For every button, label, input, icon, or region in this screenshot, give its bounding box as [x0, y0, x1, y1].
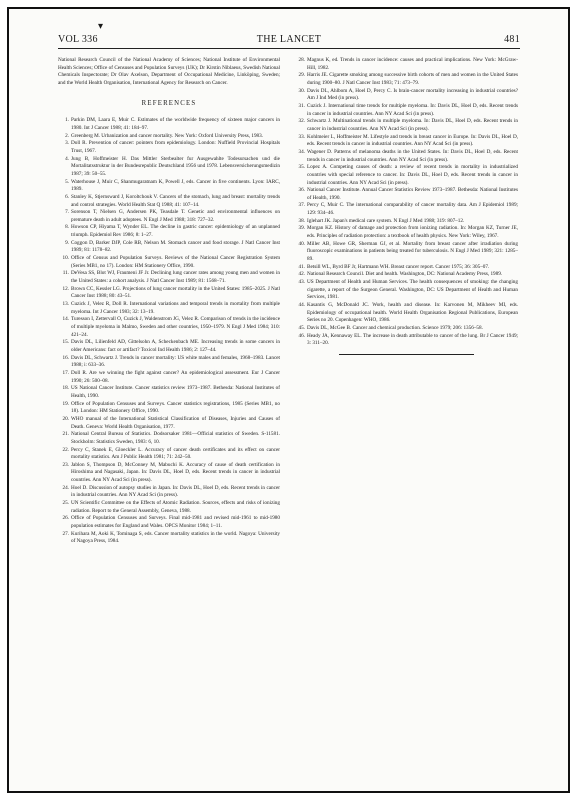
- reference-number: 28.: [298, 57, 305, 63]
- reference-text: Greenberg M. Urbanization and cancer mortality. New York: Oxford University Press, 1983.: [71, 132, 264, 139]
- reference-text: UN Scientific Committee on the Effects of Atomic Radiation. Sources, effects and risks of ionizing radiation. Report to the General Assembly, Geneva, 1988.: [71, 500, 280, 514]
- reference-text: Iglehart JK. Japan's medical care system. N Engl J Med 1988; 319: 807–12.: [307, 217, 465, 224]
- reference-text: DeVesa SS, Blot WJ, Fraumeni JF Jr. Declining lung cancer rates among young men and women in the United States: a cohort analysis. J Natl Cancer Inst 1989; 81: 1568–71.: [71, 270, 280, 285]
- reference-item: [58, 179, 280, 194]
- bullet-mark: ▾: [98, 21, 104, 32]
- reference-item: [58, 339, 280, 354]
- reference-text: Percy C, Stanek E, Gloeckler L. Accuracy of cancer death certificates and its effect on cancer mortality statistics. Am J Public Health 1981; 71: 242–50.: [71, 446, 280, 461]
- reference-number: 18.: [62, 385, 69, 392]
- reference-text: Kasantis G, McDonald JC. Work, health and disease. In: Karvonen M, Mikheev MI, eds. Epidemiology of occupational health. World Health Organisation Regional Publications, European Series no 20. Copenhagen: WHO, 1986.: [307, 302, 518, 324]
- reference-item: [58, 194, 280, 209]
- reference-text: Office of Population Censuses and Surveys. Final mid-1981 and revised mid-1961 to mid-1980 population estimates for England and Wales. OPCS Monitor 1984; 1–11.: [71, 515, 280, 530]
- reference-item: [294, 103, 518, 118]
- reference-text: US Department of Health and Human Services. The health consequences of smoking: the changing cigarette, a report of the Surgeon General. Washington, DC: US Department of Health and Human Services, 1981.: [307, 279, 518, 301]
- reference-number: 7.: [65, 209, 69, 216]
- left-column: [58, 57, 280, 546]
- reference-number: 29.: [298, 72, 305, 79]
- reference-text: Hoel D. Discussion of autopsy studies in Japan. In: Davis DL, Hoel D, eds. Recent trends in cancer in industrial countries. Ann NY Acad Sci (in press).: [71, 484, 280, 499]
- reference-item: [294, 202, 518, 217]
- reference-number: 16.: [62, 354, 69, 361]
- reference-number: 45.: [298, 324, 305, 331]
- reference-number: 42.: [298, 271, 305, 278]
- reference-number: 35.: [298, 164, 305, 171]
- reference-number: 17.: [62, 369, 69, 376]
- reference-text: National Cancer Institute. Annual Cancer Statistics Review 1973–1987. Bethesda: National Institutes of Health, 1990.: [307, 187, 518, 201]
- reference-number: 6.: [65, 193, 69, 200]
- reference-text: Cuzick J, Velez R, Doll R. International variations and temporal trends in mortality from multiple myeloma. Int J Cancer 1983; 32: 13–19.: [71, 301, 280, 315]
- reference-number: 14.: [62, 316, 69, 323]
- reference-item: [294, 264, 518, 272]
- reference-number: 25.: [62, 500, 69, 507]
- reference-number: 12.: [62, 285, 69, 292]
- references-heading: REFERENCES: [141, 99, 197, 107]
- reference-item: [58, 370, 280, 385]
- reference-text: Parkin DM, Laara E, Muir C. Estimates of the worldwide frequency of sixteen major cancers in 1980. Int J Cancer 1988; 41: 184–97.: [71, 117, 280, 131]
- reference-item: [294, 302, 518, 325]
- reference-number: 32.: [298, 118, 305, 125]
- reference-number: 30.: [298, 87, 305, 94]
- reference-item: [294, 241, 518, 264]
- reference-number: 8.: [65, 224, 69, 231]
- reference-number: 43.: [298, 279, 305, 286]
- reference-item: [294, 325, 518, 333]
- reference-item: [294, 225, 518, 240]
- reference-item: [58, 240, 280, 255]
- reference-item: [294, 164, 518, 187]
- reference-item: [58, 485, 280, 500]
- reference-text: Wagener D. Patterns of melanoma deaths in the United States. In: Davis DL, Hoel D, eds. Recent trends in cancer in industrial countries. Ann NY Acad Sci (in press).: [307, 148, 518, 163]
- page-number: 481: [504, 34, 520, 45]
- reference-text: Doll R. Prevention of cancer: pointers from epidemiology. London: Nuffield Provincial Hospitals Trust, 1967.: [71, 140, 280, 154]
- reference-text: Heady JA, Kennaway EL. The increase in death attributable to cancer of the lung. Br J Cancer 1949; 3: 311–20.: [307, 332, 518, 347]
- reference-item: [294, 134, 518, 149]
- reference-text: Sorenson T, Nielsen G, Andersen PK, Teasdale T. Genetic and environmental influences on premature death in adult adoptees. N Engl J Med 1988; 318: 727–32.: [71, 209, 280, 223]
- reference-text: Kurihara M, Aoki K, Tominaga S, eds. Cancer mortality statistics in the world. Nagoya: University of Nagoya Press, 1984.: [71, 530, 280, 545]
- reference-item: [58, 301, 280, 316]
- reference-text: Brown CC, Kessler LG. Projections of lung cancer mortality in the United States: 1985–2025. J Natl Cancer Inst 1988; 80: 43–51.: [71, 285, 280, 300]
- reference-text: Coggon D, Barker DJP, Cole RB, Nelson M. Stomach cancer and food storage. J Natl Cancer Inst 1989; 81: 1178–82.: [71, 239, 280, 254]
- reference-number: 41.: [298, 263, 305, 270]
- reference-item: [294, 279, 518, 302]
- reference-item: [58, 156, 280, 179]
- reference-text: National Research Council. Diet and health. Washington, DC: National Academy Press, 1989.: [307, 271, 503, 278]
- reference-item: [58, 500, 280, 515]
- reference-text: Doll R. Are we winning the fight against cancer? An epidemiological assessment. Eur J Cancer 1990; 26: 500–08.: [71, 369, 280, 384]
- reference-item: [294, 57, 518, 72]
- reference-number: 34.: [298, 148, 305, 155]
- reference-number: 22.: [62, 446, 69, 453]
- reference-text: Schwartz J. Multinational trends in multiple myeloma. In: Davis DL, Hoel D, eds. Recent trends in cancer in industrial countries. Ann NY Acad Sci (in press).: [307, 118, 518, 132]
- reference-number: 46.: [298, 332, 305, 339]
- reference-number: 10.: [62, 255, 69, 262]
- reference-text: Office of Census and Population Surveys. Reviews of the National Cancer Registration System (Series MB1, no 17). London: HM Stationery Office, 1990.: [71, 255, 280, 269]
- reference-number: 33.: [298, 133, 305, 140]
- reference-number: 1.: [65, 117, 69, 124]
- reference-item: [58, 270, 280, 285]
- reference-text: Percy C, Muir C. The international comparability of cancer mortality data. Am J Epidemiol 1989; 129: 934–46.: [307, 202, 518, 217]
- reference-list-right: [294, 57, 518, 348]
- reference-number: 40.: [298, 240, 305, 247]
- reference-text: Stanley K, Stjernsward J, Koroltchouk V. Cancers of the stomach, lung and breast: mortality trends and control strategies. World Health Stat Q 1988; 41: 107–14.: [71, 193, 280, 208]
- reference-number: 37.: [298, 202, 305, 209]
- reference-number: 4.: [65, 155, 69, 162]
- reference-item: [294, 271, 518, 279]
- reference-text: Davis DL, Ahlbom A, Hoel D, Percy C. Is brain-cancer mortality increasing in industrial countries? Am J Ind Med (in press).: [307, 87, 518, 102]
- reference-number: 36.: [298, 187, 305, 194]
- reference-text: Morgan KZ. History of damage and protection from ionizing radiation. In: Morgan KZ, Turner JE, eds. Principles of radiation protection: a textbook of health physics. New York: Wiley, 1967.: [307, 225, 518, 240]
- reference-item: [58, 316, 280, 339]
- reference-text: Jablon S, Thompson D, McConney M, Mabuchi K. Accuracy of cause of death certification in Hiroshima and Nagasaki, Japan. In: Davis DL, Hoel D, eds. Recent trends in cancer in industrial countries. Ann NY Acad Sci (in press).: [71, 461, 280, 484]
- reference-item: [58, 209, 280, 224]
- reference-number: 21.: [62, 431, 69, 438]
- reference-text: Jung B, Hoffmeister H. Das Mittler Sterbealter fur Ausgewahlte Todesursachen und die Mortalitatsstruktur in der Bundesrepublic Deutschland 1956 und 1978. Lebensversicherungsmedizin 1987; 39: 50–55.: [71, 155, 280, 177]
- reference-item: [58, 385, 280, 400]
- reference-text: Cuzick J. International time trends for multiple myeloma. In: Davis DL, Hoel D, eds. Recent trends in cancer in industrial countries. Ann NY Acad Sci (in press).: [307, 102, 518, 117]
- running-header: [58, 34, 520, 46]
- reference-text: Kohlmeier L, Hoffmeister M. Lifestyle and trends in breast cancer in Europe. In: Davis DL, Hoel D, eds. Recent trends in cancer in industrial countries. Ann NY Acad Sci (in press).: [307, 133, 518, 148]
- reference-text: Waterhouse J, Muir C, Shanmugaratnam K, Powell J, eds. Cancer in five continents. Lyon: IARC, 1989.: [71, 178, 280, 193]
- reference-text: Davis DL, McGee B. Cancer and chemical production. Science 1979; 206: 1356–58.: [307, 324, 483, 331]
- reference-number: 26.: [62, 515, 69, 522]
- reference-number: 20.: [62, 415, 69, 422]
- reference-item: [294, 333, 518, 348]
- reference-text: Lopez A. Competing causes of death: a review of recent trends in mortality in industrialized countries with special reference to cancer. In: Davis DL, Hoel D, eds. Recent trends in cancer in industrial countries. Ann NY Acad Sci (in press).: [307, 164, 518, 186]
- reference-text: Office of Population Censuses and Surveys. Cancer statistics registrations, 1985 (Series MB1, no 18). London: HM Stationery Office, 1990.: [71, 400, 280, 415]
- reference-text: Howson CP, Hiyama T, Wynder EL. The decline in gastric cancer: epidemiology of an unplanned triumph. Epidemiol Rev 1986; 8: 1–27.: [71, 224, 280, 239]
- reference-number: 23.: [62, 461, 69, 468]
- reference-number: 24.: [62, 484, 69, 491]
- reference-item: [58, 286, 280, 301]
- acknowledgement-text: National Research Council of the National Academy of Sciences; National Institute of Environmental Health Sciences; Office of Censuses and Population Surveys (UK); Dr Kirstin Niblaeus, Swedish National Chemicals Inspectorate; Dr Olav Axelson, Department of Occupational Medicine, Linköping, Sweden; and the World Health Organisation, International Agency for Research on Cancer.: [58, 57, 280, 86]
- reference-item: [58, 140, 280, 155]
- reference-text: Harris JE. Cigarette smoking among successive birth cohorts of men and women in the United States during 1900–80. J Natl Cancer Inst 1983; 71: 473–79.: [307, 72, 518, 86]
- reference-text: Magnus K, ed. Trends in cancer incidence: causes and practical implications. New York: McGraw-Hill, 1982.: [307, 57, 518, 71]
- reference-item: [294, 118, 518, 133]
- journal-title: THE LANCET: [256, 34, 322, 45]
- reference-item: [58, 531, 280, 546]
- reference-text: US National Cancer Institute. Cancer statistics review 1973–1987. Bethesda: National Institutes of Health, 1990.: [71, 385, 280, 399]
- reference-item: [58, 355, 280, 370]
- reference-number: 13.: [62, 301, 69, 308]
- reference-number: 44.: [298, 302, 305, 308]
- reference-number: 38.: [298, 217, 305, 224]
- right-column: [294, 57, 518, 355]
- reference-text: Miller AB, Howe GR, Sherman GJ, et al. Mortality from breast cancer after irradiation during fluoroscopic examinations in patients being treated for tuberculosis. N Engl J Med 1989; 321: 1285–89.: [307, 240, 518, 263]
- reference-number: 19.: [62, 400, 69, 407]
- reference-number: 3.: [65, 140, 69, 147]
- reference-number: 11.: [62, 270, 69, 277]
- reference-item: [294, 88, 518, 103]
- reference-item: [58, 401, 280, 416]
- reference-number: 5.: [65, 178, 69, 185]
- reference-number: 9.: [65, 239, 69, 246]
- reference-item: [58, 431, 280, 446]
- reference-text: Betsill WL, Byrd BF Jr, Hartmann WH. Breast cancer report. Cancer 1975; 36: 305–07.: [307, 263, 490, 270]
- reference-number: 2.: [65, 132, 69, 139]
- reference-text: WHO manual of the International Statistical Classification of Diseases, Injuries and Causes of Death. Geneva: World Health Organisation, 1977.: [71, 415, 280, 430]
- reference-item: [294, 149, 518, 164]
- end-rule: [339, 354, 474, 355]
- reference-text: Davis DL, Schwartz J. Trends in cancer mortality: US white males and females, 1968–1983. Lancet 1988; i: 633–36.: [71, 354, 280, 369]
- reference-number: 31.: [298, 102, 305, 109]
- volume-label: VOL 336: [58, 34, 98, 45]
- reference-text: National Central Bureau of Statistics. Dodsorsaker 1981—Official statistics of Sweden. S-11581. Stockholm: Statistics Sweden, 1983: 6, 10.: [71, 431, 280, 445]
- reference-item: [58, 117, 280, 132]
- reference-number: 15.: [62, 339, 69, 346]
- reference-number: 27.: [62, 530, 69, 537]
- reference-item: [58, 515, 280, 530]
- reference-text: Davis DL, Lilienfeld AD, Gittelsohn A, Scheckenbach ME. Increasing trends in some cancers in older Americans: fact or artifact? Toxicol Ind Health 1986; 2: 127–44.: [71, 339, 280, 353]
- reference-item: [294, 187, 518, 202]
- reference-text: Turesson I, Zettervall O, Cuzick J, Waldenstrom JG, Velez R. Comparison of trends in the incidence of multiple myeloma in Malmo, Sweden and other countries, 1950–1979. N Engl J Med 1984; 310: 421–24.: [71, 316, 280, 338]
- reference-item: [294, 72, 518, 87]
- reference-list-left: [58, 117, 280, 546]
- header-rule: [58, 48, 520, 49]
- reference-item: [58, 255, 280, 270]
- reference-item: [58, 462, 280, 485]
- reference-number: 39.: [298, 225, 305, 232]
- reference-item: [58, 224, 280, 239]
- reference-item: [58, 416, 280, 431]
- reference-item: [58, 447, 280, 462]
